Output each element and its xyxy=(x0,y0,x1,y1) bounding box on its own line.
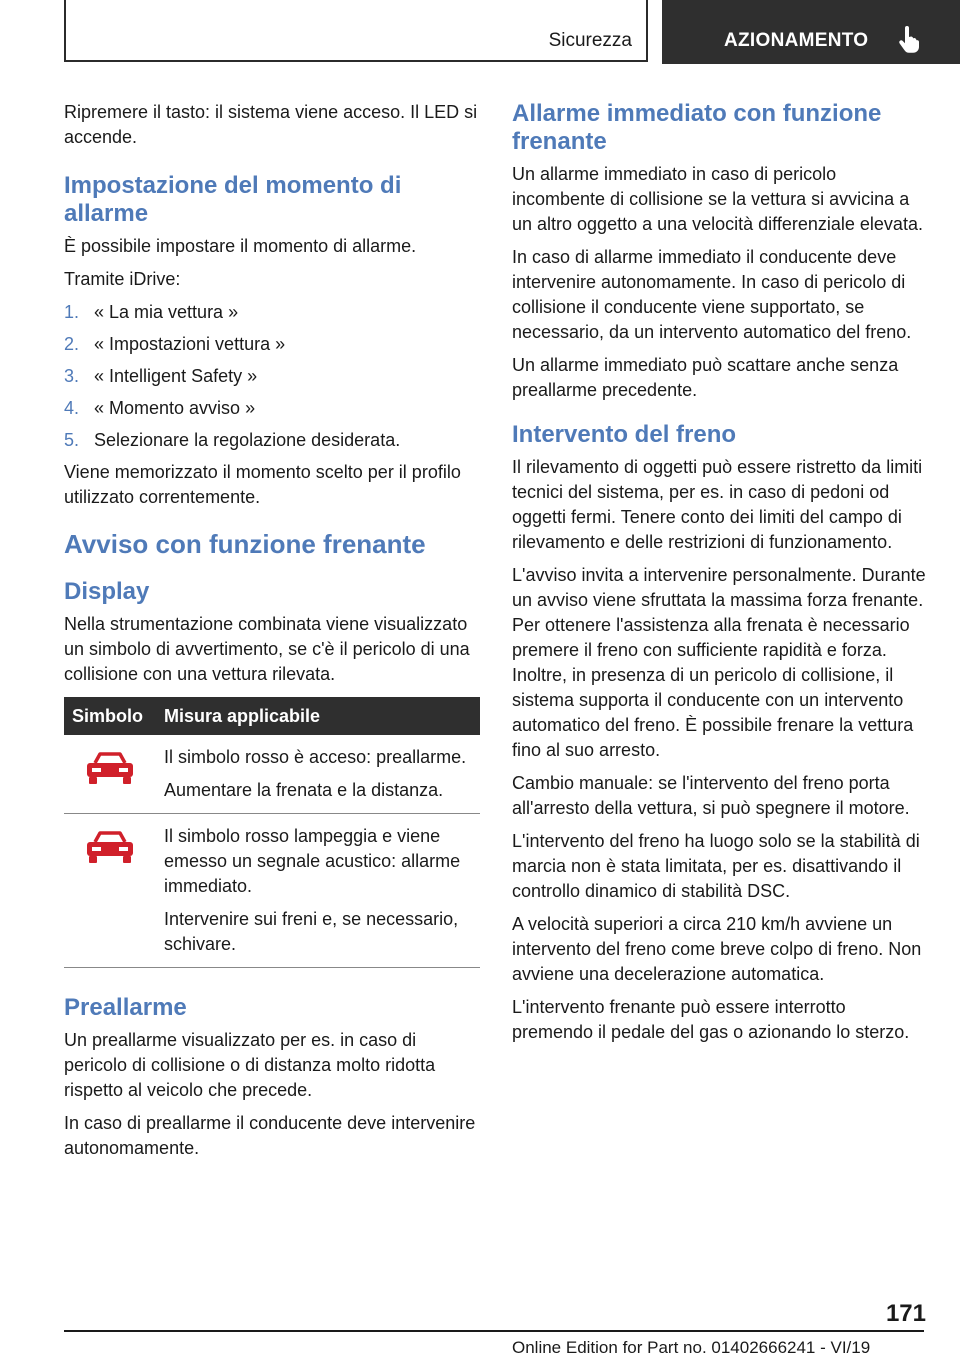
right-column xyxy=(512,100,930,1053)
freno-text-4: L'intervento del freno ha luogo solo se la stabilità di marcia non è stata limitata, per es. disattivando il controllo dinamico di stabilità DSC. xyxy=(512,831,920,901)
heading-momento: Impostazione del momento di allarme xyxy=(64,172,402,227)
header-chapter-tab xyxy=(662,0,960,64)
memo-text: Viene memorizzato il momento scelto per il profilo utilizzato correntemente. xyxy=(64,462,461,507)
step-item: 1. « La mia vettura » xyxy=(64,302,239,322)
immediato-text-3: Un allarme immediato può scattare anche senza preallarme precedente. xyxy=(512,355,899,400)
momento-text-1: È possibile impostare il momento di allarme. xyxy=(64,236,417,256)
heading-display: Display xyxy=(64,578,150,605)
car-warning-icon xyxy=(85,751,135,787)
freno-text-1: Il rilevamento di oggetti può essere ristretto da limiti tecnici del sistema, per es. in caso di pedoni od oggetti fermi. Tenere conto dei limiti del campo di rilevamento e delle restrizioni di funzionamento. xyxy=(512,457,923,552)
action-text: Il simbolo rosso è acceso: preallarme. xyxy=(164,747,467,767)
momento-text-2: Tramite iDrive: xyxy=(64,269,181,289)
hand-pointer-icon xyxy=(898,26,920,54)
table-row xyxy=(64,814,480,968)
step-item: 4. « Momento avviso » xyxy=(64,398,256,418)
symbol-table xyxy=(64,697,480,968)
idrive-steps xyxy=(64,300,482,453)
intro-text: Ripremere il tasto: il sistema viene acceso. Il LED si accende. xyxy=(64,102,478,147)
step-item: 2. « Impostazioni vettura » xyxy=(64,334,286,354)
immediato-text-1: Un allarme immediato in caso di pericolo incombente di collisione se la vettura si avvicina a un altro oggetto a una velocità differenziale elevata. xyxy=(512,164,923,234)
heading-avviso: Avviso con funzione frenante xyxy=(64,529,426,559)
table-header-action: Misura applicabile xyxy=(156,697,480,735)
action-text: Il simbolo rosso lampeggia e viene emesso un segnale acustico: allarme immediato. xyxy=(164,826,461,896)
step-item: 3. « Intelligent Safety » xyxy=(64,366,258,386)
edition-note: Online Edition for Part no. 01402666241 - VI/19 xyxy=(512,1338,871,1357)
heading-freno: Intervento del freno xyxy=(512,421,737,448)
heading-immediato: Allarme immediato con funzione frenante xyxy=(512,100,882,155)
freno-text-2: L'avviso invita a intervenire personalmente. Durante un avviso viene sfruttata la massima forza frenante. Per ottenere l'assistenza alla frenata è necessario premere il freno con sufficiente rapidità e forza. Inoltre, in presenza di un pericolo di collisione, il sistema supporta il conducente con un intervento automatico del freno. È possibile frenare la vettura fino al suo arresto. xyxy=(512,565,926,760)
display-text: Nella strumentazione combinata viene visualizzato un simbolo di avvertimento, se c'è il pericolo di una collisione con una vettura rilevata. xyxy=(64,614,470,684)
table-header-symbol: Simbolo xyxy=(64,697,156,735)
preallarme-text-1: Un preallarme visualizzato per es. in caso di pericolo di collisione o di distanza molto ridotta rispetto al veicolo che precede. xyxy=(64,1030,436,1100)
header-chapter-label: AZIONAMENTO xyxy=(724,30,869,51)
car-warning-icon xyxy=(85,830,135,866)
freno-text-6: L'intervento frenante può essere interrotto premendo il pedale del gas o azionando lo sterzo. xyxy=(512,997,910,1042)
step-item: 5. Selezionare la regolazione desiderata. xyxy=(64,430,401,450)
header-section-tab xyxy=(64,0,648,62)
heading-preallarme: Preallarme xyxy=(64,994,187,1021)
action-text: Intervenire sui freni e, se necessario, schivare. xyxy=(164,909,459,954)
preallarme-text-2: In caso di preallarme il conducente deve intervenire autonomamente. xyxy=(64,1113,476,1158)
left-column xyxy=(64,100,482,1169)
action-text: Aumentare la frenata e la distanza. xyxy=(164,780,444,800)
footer-divider xyxy=(64,1330,924,1332)
page-number: 171 xyxy=(885,1300,926,1327)
header-section-label: Sicurezza xyxy=(548,30,632,51)
immediato-text-2: In caso di allarme immediato il conducente deve intervenire autonomamente. In caso di pericolo di collisione il conducente viene supportato, se necessario, da un intervento automatico del freno. xyxy=(512,247,912,342)
freno-text-5: A velocità superiori a circa 210 km/h avviene un intervento del freno come breve colpo di freno. Non avviene una decelerazione automatica. xyxy=(512,914,922,984)
freno-text-3: Cambio manuale: se l'intervento del freno porta all'arresto della vettura, si può spegnere il motore. xyxy=(512,773,910,818)
table-row xyxy=(64,735,480,814)
